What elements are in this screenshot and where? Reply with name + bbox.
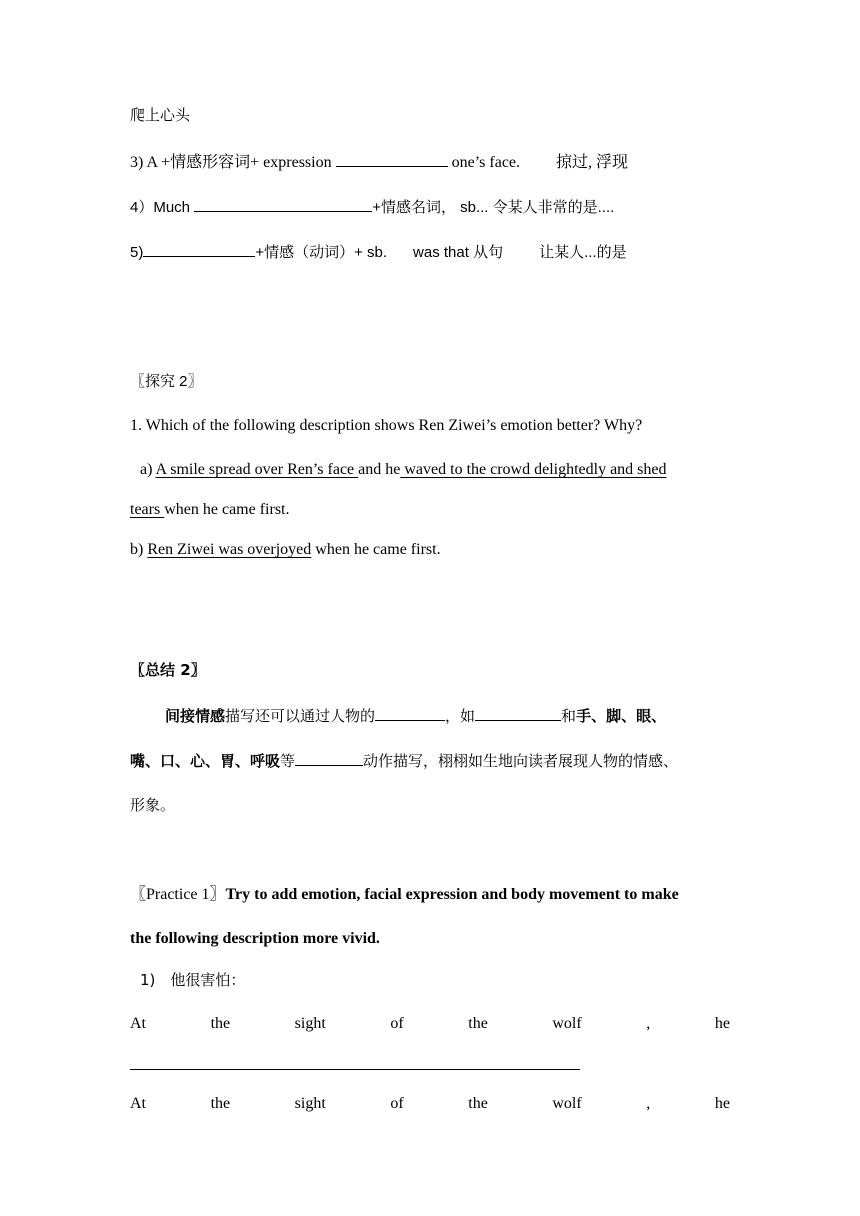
word: he	[714, 1095, 730, 1112]
line-1: 爬上心头	[130, 106, 191, 124]
summary-line-3: 形象。	[130, 796, 176, 814]
word: of	[390, 1095, 404, 1112]
option-a-cont: tears when he came first.	[130, 501, 290, 518]
word: wolf	[552, 1015, 582, 1032]
practice-item-1: 1) 他很害怕：	[140, 971, 246, 989]
word: the	[468, 1095, 488, 1112]
word: of	[390, 1015, 404, 1032]
blank-4[interactable]	[194, 196, 372, 212]
word: wolf	[552, 1095, 582, 1112]
word: sight	[294, 1095, 326, 1112]
line-4: 4）Much +情感名词， sb... 令某人非常的是....	[130, 196, 614, 218]
summary-blank-3[interactable]	[295, 750, 363, 766]
word: At	[130, 1095, 146, 1112]
summary-blank-1[interactable]	[375, 705, 445, 721]
answer-line[interactable]	[130, 1069, 580, 1070]
practice-line-1: 〖Practice 1〗Try to add emotion, facial expression and body movement to make	[130, 886, 679, 903]
summary-line-1: 间接情感描写还可以通过人物的 ，如 和手、脚、眼、	[165, 707, 667, 725]
word: he	[714, 1015, 730, 1032]
word: the	[210, 1015, 231, 1032]
practice-line-2: the following description more vivid.	[130, 930, 380, 947]
sentence-line-2	[130, 1094, 730, 1114]
summary-blank-2[interactable]	[475, 705, 561, 721]
word: the	[210, 1095, 231, 1112]
explore-heading: 〖探究 2〗	[130, 373, 203, 390]
blank-3[interactable]	[336, 151, 448, 167]
word: the	[468, 1015, 488, 1032]
sentence-line-1	[130, 1014, 730, 1034]
word: ,	[646, 1095, 651, 1112]
word: sight	[294, 1015, 326, 1032]
word: ,	[646, 1015, 651, 1032]
summary-heading: 〖总结 2〗	[130, 661, 206, 679]
line-3: 3) A +情感形容词+ expression one’s face. 掠过, 浮现	[130, 151, 628, 173]
option-b: b) Ren Ziwei was overjoyed when he came first.	[130, 541, 441, 558]
explore-question: 1. Which of the following description shows Ren Ziwei’s emotion better? Why?	[130, 417, 643, 434]
word: At	[130, 1015, 146, 1032]
summary-line-2: 嘴、口、心、胃、呼吸等 动作描写，栩栩如生地向读者展现人物的情感、	[130, 752, 679, 770]
line-5: 5) +情感（动词）+ sb. was that 从句 让某人...的是	[130, 241, 627, 263]
option-a: a) A smile spread over Ren’s face and he waved to the crowd delightedly and shed	[140, 461, 667, 478]
blank-5[interactable]	[143, 241, 255, 257]
